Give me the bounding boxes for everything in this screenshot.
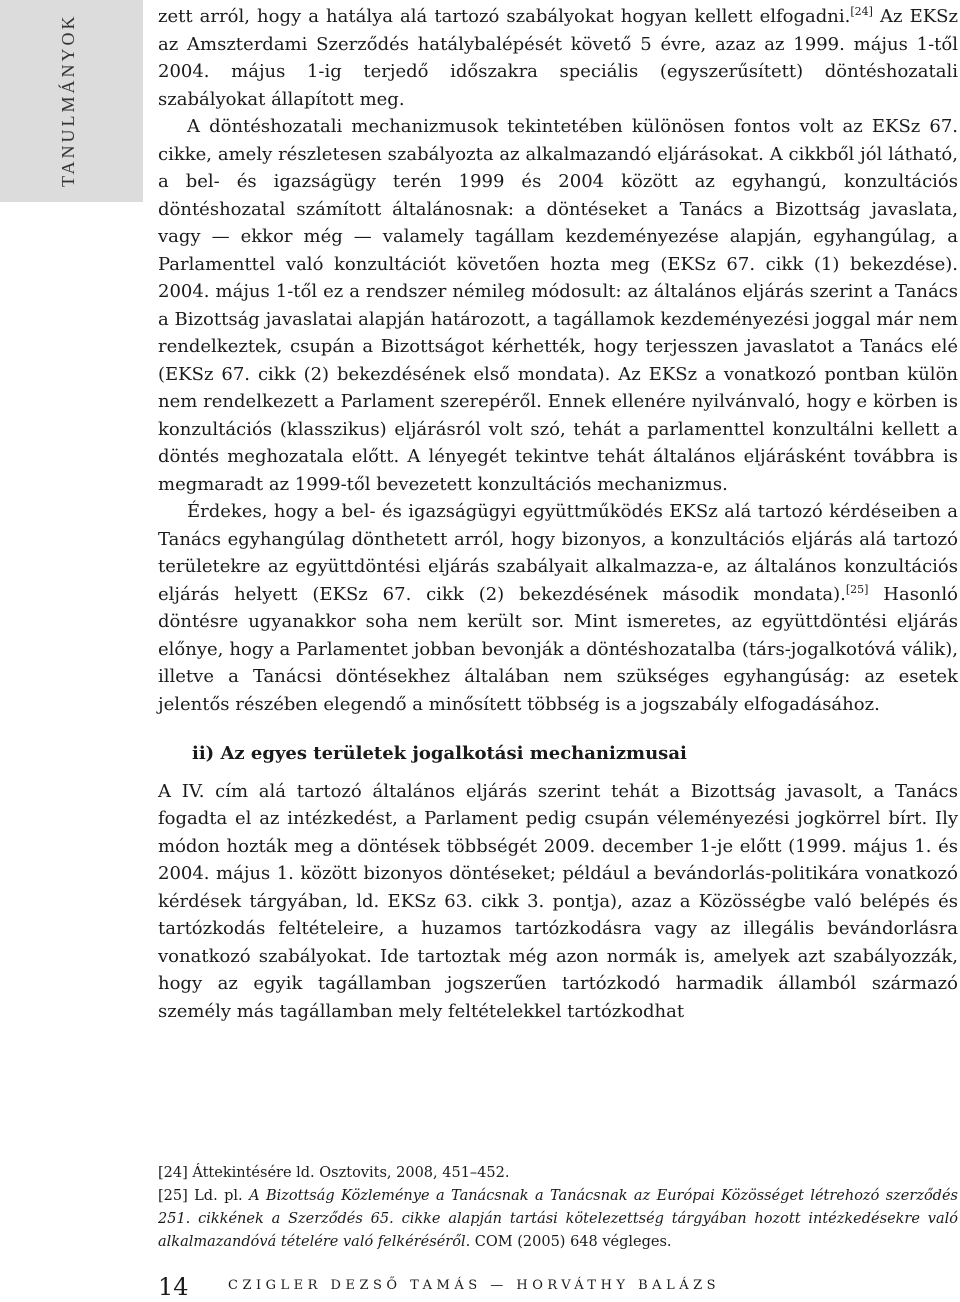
paragraph-3-text: Érdekes, hogy a bel- és igazságügyi együttműködés EKSz alá tartozó kérdéseiben a Tanács egyhangúlag dönthetett arról, hogy bizonyos, a konzultációs eljárás alá tartozó területekre az együttdöntési eljárás szabályait alkalmazza-e, az általános konzultációs eljárás helyett (EKSz 67. cikk (2) bekezdésének második mondata).: [158, 501, 958, 605]
paragraph-3: [158, 498, 958, 718]
section-tab-label: TANULMÁNYOK: [58, 13, 78, 187]
footnote-24: [158, 1162, 958, 1185]
footnote-25: [158, 1185, 958, 1254]
section-heading: ii) Az egyes területek jogalkotási mechanizmusai: [192, 743, 687, 764]
paragraph-1-text: zett arról, hogy a hatálya alá tartozó szabályokat hogyan kellett elfogadni.: [158, 6, 851, 27]
footnote-24-text: Áttekintésére ld. Osztovits, 2008, 451–452.: [187, 1165, 510, 1181]
page-number: 14: [158, 1273, 189, 1301]
main-text: [158, 0, 958, 1025]
footnote-25-lead: Ld. pl.: [187, 1188, 250, 1204]
footnote-ref-25[interactable]: [25]: [845, 582, 869, 596]
footnote-25-title: A Bizottság Közleménye a Tanácsnak a Tanácsnak az Európai Közösséget létrehozó szerződés 251. cikkének a Szerződés 65. cikke alapján tartási kötelezettség tárgyában hozott intézkedésekre való alkalmazandóvá tételére való felkéréséről.: [158, 1188, 958, 1250]
paragraph-1-tail: Az EKSz az Amszterdami Szerződés hatálybalépését követő 5 évre, azaz az 1999. május 1-től 2004. május 1-ig terjedő időszakra speciális (egyszerűsített) döntéshozatali szabályokat állapított meg.: [158, 6, 958, 110]
paragraph-4: A IV. cím alá tartozó általános eljárás szerint tehát a Bizottság javasolt, a Tanács fogadta el az intézkedést, a Parlament pedig csupán véleményezési jogkörrel bírt. Ily módon hozták meg a döntések többségét 2009. december 1-je előtt (1999. május 1. és 2004. május 1. között bizonyos döntéseket; például a bevándorlás-politikára vonatkozó kérdések tárgyában, ld. EKSz 63. cikk 3. pontja), azaz a Közösségbe való belépés és tartózkodás feltételeire, a huzamos tartózkodásra vagy az illegális bevándorlásra vonatkozó szabályokat. Ide tartoztak még azon normák is, amelyek azt szabályozzák, hogy az egyik tagállamban jogszerűen tartózkodó harmadik államból származó személy más tagállamban mely feltételekkel tartózkodhat: [158, 780, 958, 1022]
running-authors: CZIGLER DEZSŐ TAMÁS — HORVÁTHY BALÁZS: [228, 1278, 721, 1293]
footnote-24-marker: [24]: [158, 1165, 188, 1181]
footnotes: [158, 1162, 958, 1254]
footnote-25-marker: [25]: [158, 1188, 188, 1204]
paragraph-1: [158, 0, 958, 113]
paragraph-3-tail: Hasonló döntésre ugyanakkor soha nem került sor. Mint ismeretes, az együttdöntési eljárás előnye, hogy a Parlamentet jobban bevonják a döntéshozatalba (társ-jogalkotóvá válik), illetve a Tanácsi döntésekhez általában nem szükséges egyhangúság: az esetek jelentős részében elegendő a minősített többség is a jogszabály elfogadásához.: [158, 583, 958, 715]
page-footer: [158, 1272, 958, 1302]
paragraph-2: A döntéshozatali mechanizmusok tekintetében különösen fontos volt az EKSz 67. cikke, amely részletesen szabályozta az alkalmazandó eljárásokat. A cikkből jól látható, a bel- és igazságügy terén 1999 és 2004 között az egyhangú, konzultációs döntéshozatal számított általánosnak: a döntéseket a Tanács a Bizottság javaslata, vagy — ekkor még — valamely tagállam kezdeményezése alapján, egyhangúlag, a Parlamenttel való konzultációt követően hozta meg (EKSz 67. cikk (1) bekezdése). 2004. május 1-től ez a rendszer némileg módosult: az általános eljárás szerint a Tanács a Bizottság javaslatai alapján határozott, a tagállamok kezdeményezési joggal már nem rendelkeztek, csupán a Bizottságot kérhették, hogy terjesszen javaslatot a Tanács elé (EKSz 67. cikk (2) bekezdésének első mondata). Az EKSz a vonatkozó pontban külön nem rendelkezett a Parlament szerepéről. Ennek ellenére nyilvánvaló, hogy e körben is konzultációs (klasszikus) eljárásról volt szó, tehát a parlamenttel konzultálni kellett a döntés meghozatala előtt. A lényegét tekintve tehát általános eljárásként továbbra is megmaradt az 1999-től bevezetett konzultációs mechanizmus.: [158, 116, 958, 495]
footnote-ref-24[interactable]: [24]: [850, 5, 873, 18]
section-tab: [0, 0, 143, 202]
footnote-25-tail: COM (2005) 648 végleges.: [470, 1234, 672, 1250]
